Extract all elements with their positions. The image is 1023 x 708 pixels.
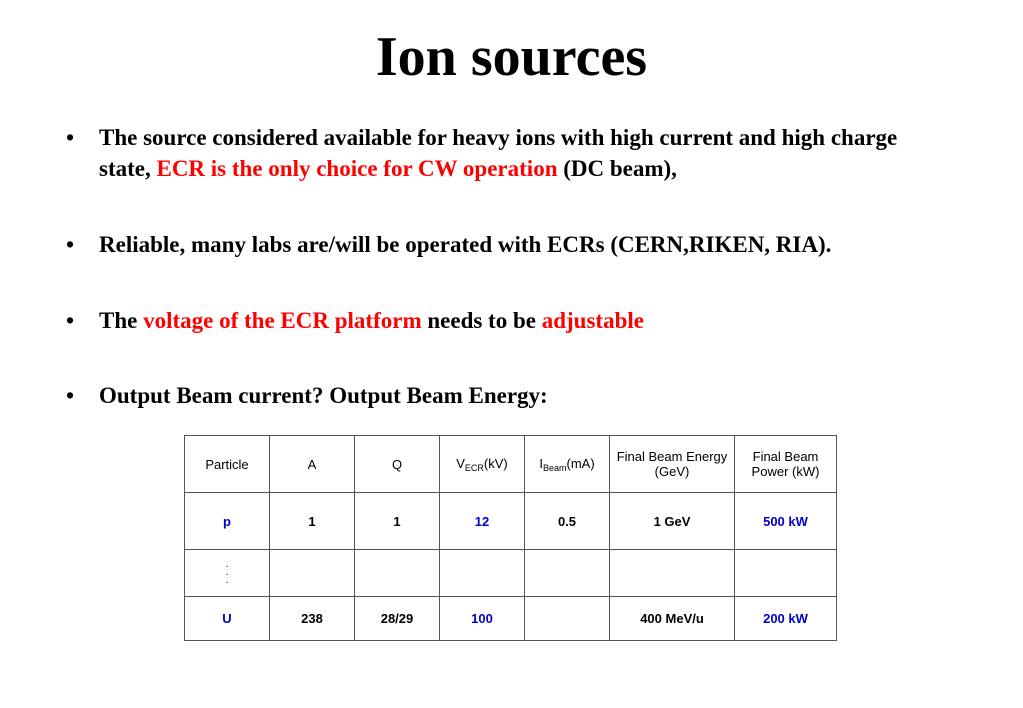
bullet-marker: • <box>66 308 75 333</box>
header-ibeam-unit: (mA) <box>566 455 595 471</box>
cell-empty <box>610 550 735 597</box>
cell-vecr: 12 <box>440 493 525 550</box>
cell-ibeam: 0.5 <box>525 493 610 550</box>
cell-a: 1 <box>270 493 355 550</box>
bullet-marker: • <box>66 232 75 257</box>
table-header-row <box>185 436 837 493</box>
bullet-highlight: ECR is the only choice for CW operation <box>156 156 558 181</box>
header-vecr <box>440 436 525 493</box>
cell-final-power: 200 kW <box>735 597 837 641</box>
header-ibeam-main: I <box>539 455 543 471</box>
header-particle: Particle <box>185 436 270 493</box>
cell-ellipsis <box>185 550 270 597</box>
cell-final-energy: 400 MeV/u <box>610 597 735 641</box>
header-ibeam-sub: Beam <box>542 462 567 473</box>
header-vecr-unit: (kV) <box>483 455 508 471</box>
cell-empty <box>355 550 440 597</box>
bullet-highlight: voltage of the ECR platform <box>143 308 422 333</box>
cell-empty <box>270 550 355 597</box>
table-row <box>185 550 837 597</box>
header-q: Q <box>355 436 440 493</box>
cell-empty <box>525 550 610 597</box>
header-final-energy: Final Beam Energy (GeV) <box>610 436 735 493</box>
bullet-marker: • <box>66 383 75 408</box>
cell-final-power: 500 kW <box>735 493 837 550</box>
bullet-text-part: (DC beam), <box>557 156 677 181</box>
slide-title: Ion sources <box>375 26 648 88</box>
cell-q: 1 <box>355 493 440 550</box>
header-vecr-sub: ECR <box>464 462 484 473</box>
bullet-text-part: needs to be <box>421 308 542 333</box>
beam-parameters-table <box>184 435 837 641</box>
cell-empty <box>440 550 525 597</box>
bullet-text-part: The source considered available for heavy ions with high current and high charge state, <box>99 125 898 181</box>
bullet-text <box>99 305 944 336</box>
header-final-power: Final Beam Power (kW) <box>735 436 837 493</box>
table-row <box>185 597 837 641</box>
bullet-highlight: adjustable <box>541 308 644 333</box>
table-row <box>185 493 837 550</box>
cell-final-energy: 1 GeV <box>610 493 735 550</box>
bullet-text <box>99 122 944 184</box>
cell-particle: U <box>185 597 270 641</box>
cell-particle: p <box>185 493 270 550</box>
cell-ibeam <box>525 597 610 641</box>
bullet-text: Output Beam current? Output Beam Energy: <box>99 383 548 408</box>
bullet-text-part: The <box>99 308 144 333</box>
cell-empty <box>735 550 837 597</box>
bullet-marker: • <box>66 125 75 150</box>
bullet-text: Reliable, many labs are/will be operated with ECRs (CERN,RIKEN, RIA). <box>99 232 832 257</box>
vertical-ellipsis: . . . <box>225 559 229 586</box>
cell-vecr: 100 <box>440 597 525 641</box>
cell-q: 28/29 <box>355 597 440 641</box>
header-vecr-main: V <box>456 455 465 471</box>
header-a: A <box>270 436 355 493</box>
cell-a: 238 <box>270 597 355 641</box>
header-ibeam <box>525 436 610 493</box>
